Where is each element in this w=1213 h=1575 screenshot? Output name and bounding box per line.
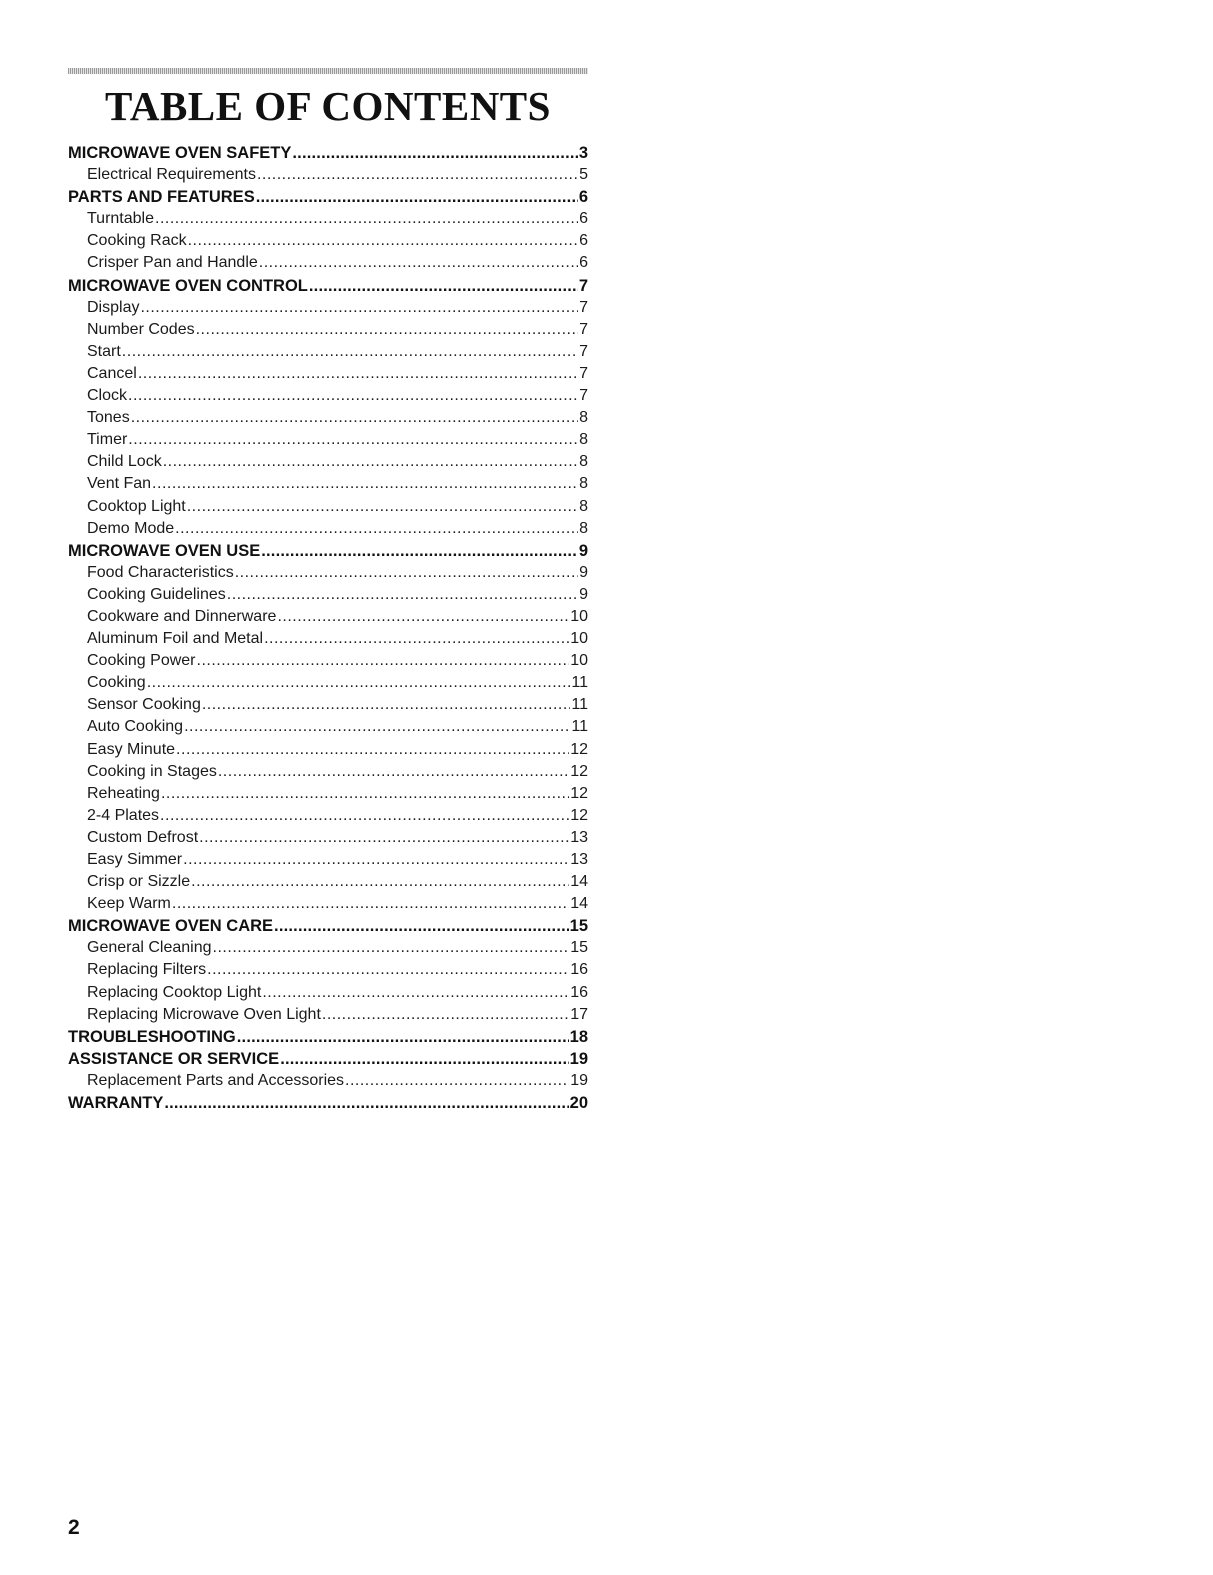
toc-entry-label: Cancel [87, 364, 137, 382]
dot-leader [235, 562, 578, 584]
toc-entry-label: MICROWAVE OVEN CARE [68, 917, 274, 936]
toc-subsection-entry [68, 849, 588, 871]
toc-entry-label: Replacing Microwave Oven Light [87, 1005, 321, 1023]
dot-leader [322, 1004, 569, 1026]
toc-entry-page: 11 [571, 718, 588, 736]
toc-entry-label: ASSISTANCE OR SERVICE [68, 1049, 280, 1068]
dot-leader [175, 518, 578, 540]
toc-entry-page: 7 [579, 320, 588, 338]
toc-entry-page: 6 [579, 210, 588, 228]
dot-leader [152, 473, 578, 495]
toc-subsection-entry [68, 761, 588, 783]
toc-section-entry [68, 915, 588, 937]
toc-subsection-entry [68, 606, 588, 628]
toc-section-entry [68, 142, 588, 164]
dot-leader [277, 606, 569, 628]
dot-leader [140, 297, 578, 319]
dot-leader [262, 982, 569, 1004]
toc-subsection-entry [68, 252, 588, 274]
toc-entry-label: Turntable [87, 210, 154, 228]
toc-subsection-entry [68, 473, 588, 495]
dot-leader [237, 1026, 569, 1048]
dot-leader [257, 164, 578, 186]
toc-entry-label: PARTS AND FEATURES [68, 188, 255, 207]
toc-subsection-entry [68, 429, 588, 451]
toc-entry-label: Sensor Cooking [87, 696, 201, 714]
dot-leader [280, 1048, 568, 1070]
toc-subsection-entry [68, 650, 588, 672]
toc-subsection-entry [68, 584, 588, 606]
dot-leader [309, 275, 578, 297]
toc-entry-label: Clock [87, 387, 128, 405]
toc-entry-page: 12 [570, 740, 588, 758]
dot-leader [128, 429, 578, 451]
dot-leader [274, 915, 569, 937]
toc-entry-page: 15 [569, 917, 588, 936]
dot-leader [128, 385, 578, 407]
toc-entry-page: 12 [570, 762, 588, 780]
dot-leader [227, 584, 578, 606]
toc-entry-label: Replacing Cooktop Light [87, 983, 262, 1001]
toc-entry-page: 8 [579, 409, 588, 427]
dot-leader [213, 937, 570, 959]
table-of-contents [68, 142, 588, 1114]
toc-entry-label: Cooking [87, 674, 146, 692]
toc-entry-label: Display [87, 298, 140, 316]
toc-entry-page: 6 [579, 232, 588, 250]
toc-entry-page: 13 [570, 828, 588, 846]
toc-entry-label: Timer [87, 431, 128, 449]
toc-entry-page: 14 [570, 895, 588, 913]
toc-subsection-entry [68, 297, 588, 319]
toc-subsection-entry [68, 959, 588, 981]
toc-entry-page: 16 [570, 961, 588, 979]
toc-entry-page: 12 [570, 784, 588, 802]
toc-subsection-entry [68, 871, 588, 893]
toc-entry-label: 2-4 Plates [87, 806, 160, 824]
toc-entry-label: Replacement Parts and Accessories [87, 1071, 345, 1089]
toc-entry-label: Cooking Guidelines [87, 585, 226, 603]
toc-subsection-entry [68, 518, 588, 540]
toc-section-entry [68, 540, 588, 562]
dot-leader [172, 893, 569, 915]
toc-entry-page: 7 [578, 276, 588, 295]
toc-entry-page: 16 [570, 983, 588, 1001]
toc-entry-label: TROUBLESHOOTING [68, 1027, 236, 1046]
dot-leader [264, 628, 569, 650]
toc-subsection-entry [68, 363, 588, 385]
toc-entry-page: 19 [570, 1071, 588, 1089]
dot-leader [261, 540, 578, 562]
page-title: TABLE OF CONTENTS [105, 83, 551, 129]
toc-subsection-entry [68, 893, 588, 915]
toc-subsection-entry [68, 562, 588, 584]
toc-subsection-entry [68, 451, 588, 473]
toc-subsection-entry [68, 208, 588, 230]
toc-entry-page: 13 [570, 851, 588, 868]
toc-entry-page: 3 [578, 144, 588, 162]
dot-leader [191, 871, 569, 893]
dot-leader [176, 739, 569, 761]
toc-entry-page: 10 [570, 630, 588, 648]
dot-leader [218, 761, 569, 783]
toc-subsection-entry [68, 164, 588, 186]
dot-leader [161, 783, 569, 805]
toc-subsection-entry [68, 230, 588, 252]
dot-leader [207, 959, 569, 981]
dot-leader [147, 672, 571, 694]
toc-entry-page: 7 [579, 298, 588, 316]
dot-leader [184, 716, 570, 738]
dot-leader [345, 1070, 569, 1092]
toc-subsection-entry [68, 937, 588, 959]
dot-leader [138, 363, 578, 385]
toc-entry-label: General Cleaning [87, 939, 212, 957]
dot-leader [164, 1092, 568, 1114]
toc-entry-page: 8 [579, 453, 588, 471]
page-number: 2 [68, 1516, 80, 1539]
toc-entry-label: Food Characteristics [87, 563, 234, 581]
toc-entry-label: MICROWAVE OVEN SAFETY [68, 144, 292, 162]
dot-leader [188, 230, 578, 252]
toc-entry-label: Easy Minute [87, 740, 176, 758]
toc-entry-label: Crisper Pan and Handle [87, 254, 258, 272]
dot-leader [199, 827, 569, 849]
toc-section-entry [68, 1026, 588, 1048]
toc-entry-page: 8 [579, 519, 588, 537]
toc-section-entry [68, 1092, 588, 1114]
toc-subsection-entry [68, 739, 588, 761]
toc-entry-label: Keep Warm [87, 895, 171, 913]
toc-entry-label: Replacing Filters [87, 961, 207, 979]
toc-entry-page: 14 [570, 873, 588, 891]
dot-leader [160, 805, 569, 827]
toc-subsection-entry [68, 385, 588, 407]
toc-entry-label: Cooking Rack [87, 232, 187, 250]
toc-section-entry [68, 1048, 588, 1070]
dot-leader [197, 650, 570, 672]
toc-entry-label: Cooking Power [87, 652, 196, 670]
toc-subsection-entry [68, 1070, 588, 1092]
toc-entry-page: 15 [570, 939, 588, 957]
toc-subsection-entry [68, 1004, 588, 1026]
dot-leader [122, 341, 578, 363]
dot-leader [196, 319, 578, 341]
toc-entry-page: 18 [569, 1027, 588, 1046]
toc-entry-label: Crisp or Sizzle [87, 873, 191, 891]
toc-entry-page: 10 [570, 652, 588, 670]
toc-entry-page: 8 [579, 497, 588, 515]
toc-entry-label: Easy Simmer [87, 851, 183, 868]
toc-section-entry [68, 186, 588, 208]
toc-entry-label: Reheating [87, 784, 160, 802]
toc-entry-label: Demo Mode [87, 519, 175, 537]
toc-entry-label: WARRANTY [68, 1094, 164, 1113]
toc-entry-label: Cooking in Stages [87, 762, 217, 780]
toc-subsection-entry [68, 672, 588, 694]
toc-entry-label: Child Lock [87, 453, 162, 471]
toc-entry-page: 12 [570, 806, 588, 824]
toc-entry-page: 7 [579, 342, 588, 360]
toc-entry-label: Number Codes [87, 320, 195, 338]
toc-entry-label: Start [87, 342, 121, 360]
dot-leader [155, 208, 578, 230]
toc-entry-page: 9 [579, 563, 588, 581]
toc-entry-label: Custom Defrost [87, 828, 199, 846]
toc-entry-page: 20 [569, 1094, 588, 1113]
dot-leader [292, 142, 577, 164]
toc-entry-label: Cooktop Light [87, 497, 186, 515]
toc-entry-page: 19 [569, 1049, 588, 1068]
toc-subsection-entry [68, 319, 588, 341]
toc-subsection-entry [68, 716, 588, 738]
toc-entry-label: MICROWAVE OVEN CONTROL [68, 276, 308, 295]
toc-entry-page: 17 [570, 1005, 588, 1023]
toc-entry-label: MICROWAVE OVEN USE [68, 541, 261, 560]
toc-subsection-entry [68, 805, 588, 827]
toc-entry-page: 9 [579, 585, 588, 603]
toc-entry-label: Vent Fan [87, 475, 152, 493]
toc-subsection-entry [68, 982, 588, 1004]
toc-entry-page: 10 [570, 607, 588, 625]
dot-leader [163, 451, 578, 473]
toc-section-entry [68, 275, 588, 297]
toc-entry-page: 11 [571, 696, 588, 714]
toc-entry-label: Auto Cooking [87, 718, 184, 736]
toc-subsection-entry [68, 341, 588, 363]
toc-subsection-entry [68, 694, 588, 716]
toc-subsection-entry [68, 783, 588, 805]
toc-entry-page: 7 [579, 364, 588, 382]
toc-entry-page: 7 [579, 387, 588, 405]
toc-entry-page: 9 [578, 541, 588, 560]
dot-leader [131, 407, 578, 429]
toc-entry-label: Tones [87, 409, 130, 427]
toc-entry-page: 6 [578, 188, 588, 207]
toc-entry-page: 11 [571, 674, 588, 692]
toc-subsection-entry [68, 628, 588, 650]
toc-subsection-entry [68, 407, 588, 429]
top-halftone-rule [68, 68, 588, 74]
toc-entry-page: 5 [579, 166, 588, 184]
dot-leader [259, 252, 578, 274]
dot-leader [183, 849, 569, 871]
toc-entry-page: 8 [579, 431, 588, 449]
dot-leader [256, 186, 578, 208]
toc-subsection-entry [68, 496, 588, 518]
dot-leader [187, 496, 578, 518]
toc-entry-label: Aluminum Foil and Metal [87, 630, 264, 648]
dot-leader [202, 694, 571, 716]
toc-entry-label: Cookware and Dinnerware [87, 607, 277, 625]
toc-entry-page: 8 [579, 475, 588, 493]
toc-subsection-entry [68, 827, 588, 849]
toc-entry-page: 6 [579, 254, 588, 272]
toc-entry-label: Electrical Requirements [87, 166, 256, 184]
